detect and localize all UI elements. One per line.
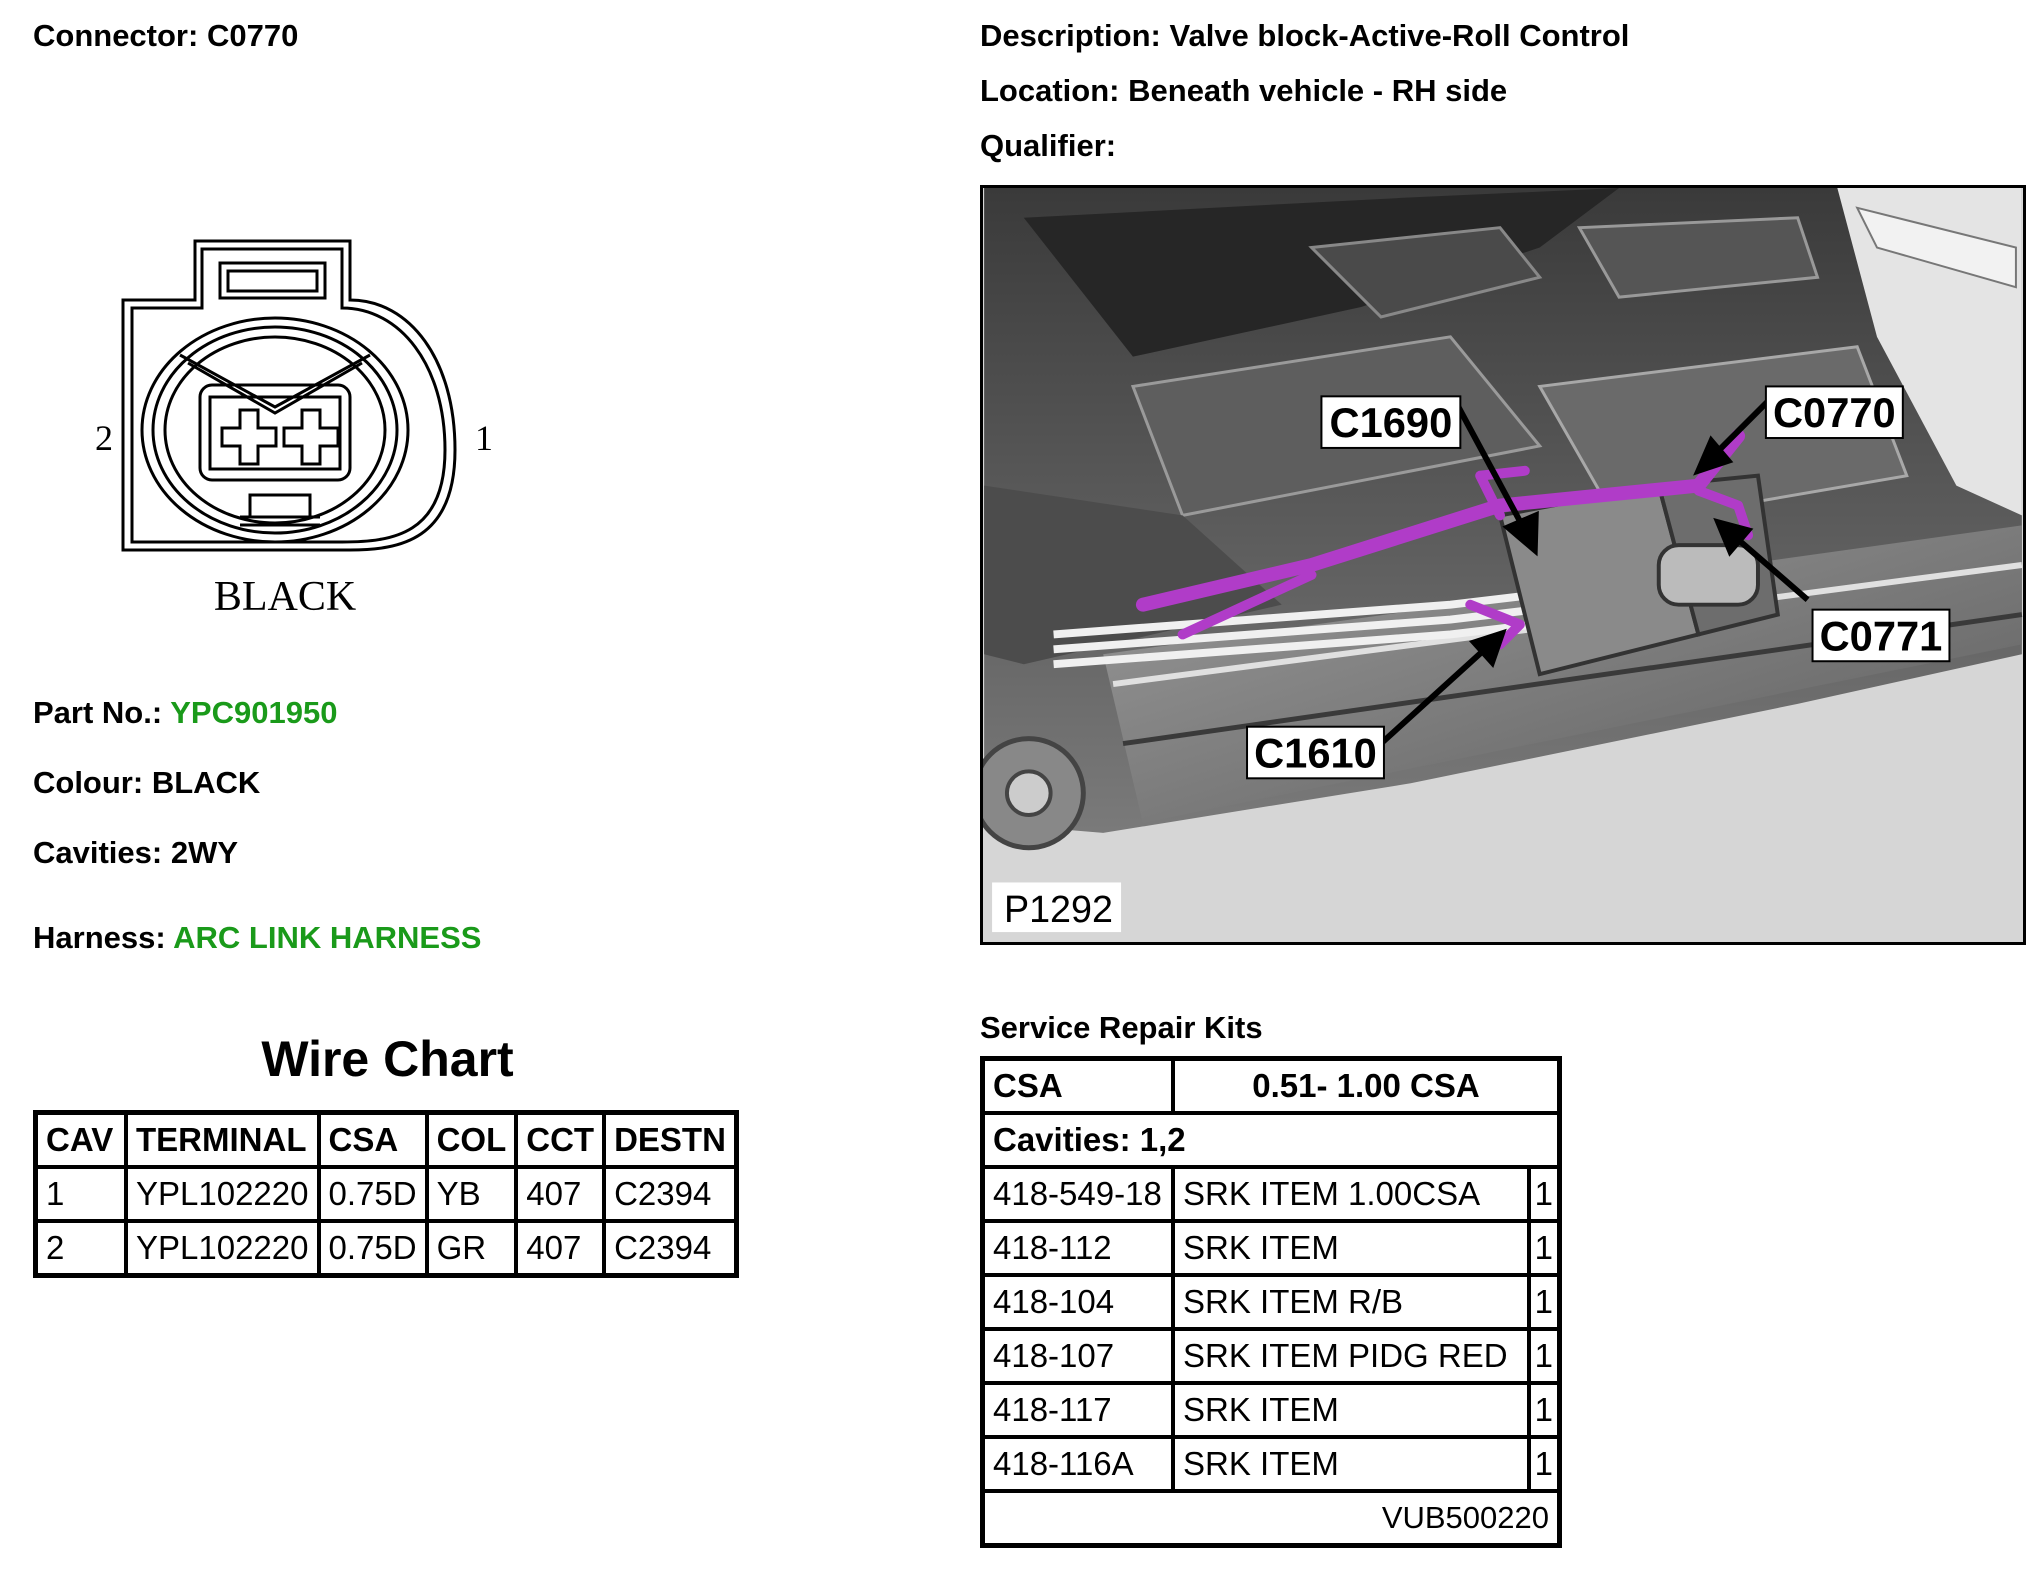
callout-c1610: C1610 xyxy=(1254,729,1377,777)
location-label: Location: xyxy=(980,73,1120,108)
cell-cav: 1 xyxy=(36,1167,127,1221)
connector-face-diagram xyxy=(70,225,530,625)
kit-code: 418-107 xyxy=(983,1329,1174,1383)
kit-code: 418-549-18 xyxy=(983,1167,1174,1221)
kit-description: SRK ITEM PIDG RED xyxy=(1173,1329,1529,1383)
colour-field xyxy=(33,765,260,801)
kits-cavities: Cavities: 1,2 xyxy=(983,1113,1560,1167)
col-cav-header: CAV xyxy=(36,1113,127,1168)
description-value: Valve block-Active-Roll Control xyxy=(1169,18,1630,53)
pin-2-label: 2 xyxy=(95,418,113,458)
table-row xyxy=(36,1167,737,1221)
description-field xyxy=(980,18,1629,54)
kit-qty: 1 xyxy=(1529,1383,1560,1437)
kit-code: 418-116A xyxy=(983,1437,1174,1491)
harness-label: Harness: xyxy=(33,920,166,955)
cell-col: YB xyxy=(427,1167,517,1221)
description-label: Description: xyxy=(980,18,1161,53)
connector-caption: BLACK xyxy=(213,574,357,620)
kits-footer-code: VUB500220 xyxy=(983,1491,1560,1546)
connector-field xyxy=(33,18,298,54)
kit-description: SRK ITEM xyxy=(1173,1437,1529,1491)
kit-qty: 1 xyxy=(1529,1437,1560,1491)
table-row xyxy=(983,1383,1560,1437)
harness-link[interactable]: ARC LINK HARNESS xyxy=(173,920,482,955)
kit-code: 418-112 xyxy=(983,1221,1174,1275)
cell-csa: 0.75D xyxy=(319,1221,427,1276)
table-row xyxy=(36,1221,737,1276)
cavities-field xyxy=(33,835,238,871)
qualifier-field xyxy=(980,128,1116,164)
kit-description: SRK ITEM R/B xyxy=(1173,1275,1529,1329)
connector-label: Connector: xyxy=(33,18,199,53)
wire-chart-title: Wire Chart xyxy=(261,1031,514,1087)
cavities-value: 2WY xyxy=(170,835,239,870)
kits-csa-row xyxy=(983,1059,1560,1114)
csa-label: CSA xyxy=(983,1059,1174,1114)
colour-label: Colour: xyxy=(33,765,144,800)
col-csa-header: CSA xyxy=(319,1113,427,1168)
cell-csa: 0.75D xyxy=(319,1167,427,1221)
callout-c0770: C0770 xyxy=(1772,389,1896,437)
kits-cavities-row xyxy=(983,1113,1560,1167)
kit-qty: 1 xyxy=(1529,1167,1560,1221)
kit-qty: 1 xyxy=(1529,1275,1560,1329)
location-photo xyxy=(980,185,2026,945)
harness-field xyxy=(33,920,481,956)
kit-description: SRK ITEM 1.00CSA xyxy=(1173,1167,1529,1221)
cell-destn: C2394 xyxy=(604,1221,736,1276)
service-kits-table xyxy=(980,1056,1562,1548)
qualifier-label: Qualifier: xyxy=(980,128,1117,163)
cell-terminal: YPL102220 xyxy=(126,1167,319,1221)
table-row xyxy=(983,1437,1560,1491)
col-destn-header: DESTN xyxy=(604,1113,736,1168)
cell-cct: 407 xyxy=(516,1221,604,1276)
kit-code: 418-104 xyxy=(983,1275,1174,1329)
wire-chart-table xyxy=(33,1110,739,1278)
table-row xyxy=(983,1329,1560,1383)
location-value: Beneath vehicle - RH side xyxy=(1128,73,1508,108)
kit-qty: 1 xyxy=(1529,1221,1560,1275)
table-row xyxy=(983,1167,1560,1221)
photo-ref: P1292 xyxy=(1003,888,1113,931)
kit-description: SRK ITEM xyxy=(1173,1383,1529,1437)
table-row xyxy=(983,1275,1560,1329)
part-number-link[interactable]: YPC901950 xyxy=(170,695,338,730)
location-field xyxy=(980,73,1507,109)
wire-chart-header-row xyxy=(36,1113,737,1168)
cavities-label: Cavities: xyxy=(33,835,163,870)
part-number-field xyxy=(33,695,337,731)
col-cct-header: CCT xyxy=(516,1113,604,1168)
kit-code: 418-117 xyxy=(983,1383,1174,1437)
cell-cct: 407 xyxy=(516,1167,604,1221)
cell-destn: C2394 xyxy=(604,1167,736,1221)
cell-col: GR xyxy=(427,1221,517,1276)
connector-value: C0770 xyxy=(206,18,299,53)
col-terminal-header: TERMINAL xyxy=(126,1113,319,1168)
csa-value: 0.51- 1.00 CSA xyxy=(1173,1059,1560,1114)
service-kits-title: Service Repair Kits xyxy=(980,1010,1263,1045)
callout-c1690: C1690 xyxy=(1329,399,1453,447)
cell-cav: 2 xyxy=(36,1221,127,1276)
col-col-header: COL xyxy=(427,1113,517,1168)
kit-description: SRK ITEM xyxy=(1173,1221,1529,1275)
cell-terminal: YPL102220 xyxy=(126,1221,319,1276)
kit-qty: 1 xyxy=(1529,1329,1560,1383)
pin-1-label: 1 xyxy=(475,418,493,458)
kits-footer-row xyxy=(983,1491,1560,1546)
callout-c0771: C0771 xyxy=(1819,612,1943,660)
colour-value: BLACK xyxy=(151,765,261,800)
part-label: Part No.: xyxy=(33,695,163,730)
table-row xyxy=(983,1221,1560,1275)
